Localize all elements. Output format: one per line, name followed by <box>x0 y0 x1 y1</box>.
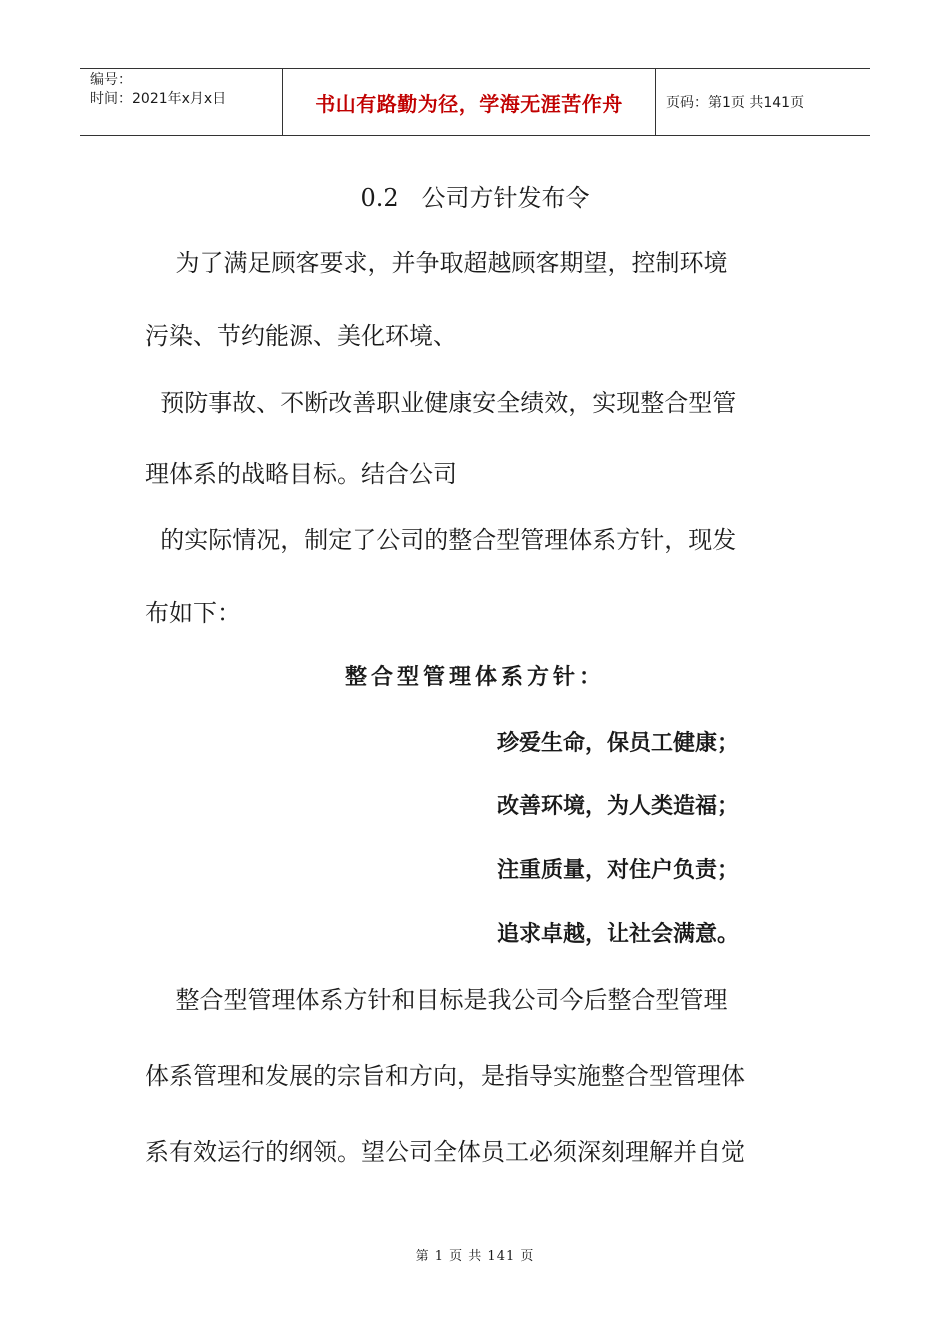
header-motto: 书山有路勤为径，学海无涯苦作舟 <box>282 69 656 135</box>
page-header <box>80 68 870 136</box>
page-footer: 第 1 页 共 141 页 <box>415 1249 535 1264</box>
closing-line-2: 体系管理和发展的宗旨和方向，是指导实施整合型管理体 <box>145 1062 745 1090</box>
intro-line-6: 布如下： <box>145 599 241 627</box>
closing-line-1: 整合型管理体系方针和目标是我公司今后整合型管理 <box>145 986 728 1014</box>
policy-title: 整合型管理体系方针： <box>344 665 605 690</box>
intro-line-3: 预防事故、不断改善职业健康安全绩效，实现整合型管 <box>145 389 737 417</box>
policy-item: 注重质量，对住户负责； <box>497 858 740 883</box>
intro-line-2: 污染、节约能源、美化环境、 <box>145 322 457 350</box>
intro-line-5: 的实际情况，制定了公司的整合型管理体系方针，现发 <box>145 526 737 554</box>
date-label: 时间：2021年x月x日 <box>90 91 227 107</box>
policy-item: 改善环境，为人类造福； <box>497 794 740 819</box>
header-meta <box>80 69 282 135</box>
policy-item: 追求卓越，让社会满意。 <box>497 922 740 947</box>
document-title: 0.2 公司方针发布令 <box>360 184 590 212</box>
intro-line-4: 理体系的战略目标。结合公司 <box>145 460 457 488</box>
header-page-info: 页码：第1页 共141页 <box>666 95 805 111</box>
closing-line-3: 系有效运行的纲领。望公司全体员工必须深刻理解并自觉 <box>145 1138 745 1166</box>
number-label: 编号： <box>90 72 132 88</box>
policy-item: 珍爱生命，保员工健康； <box>497 731 740 756</box>
intro-line-1: 为了满足顾客要求，并争取超越顾客期望，控制环境 <box>145 249 728 277</box>
